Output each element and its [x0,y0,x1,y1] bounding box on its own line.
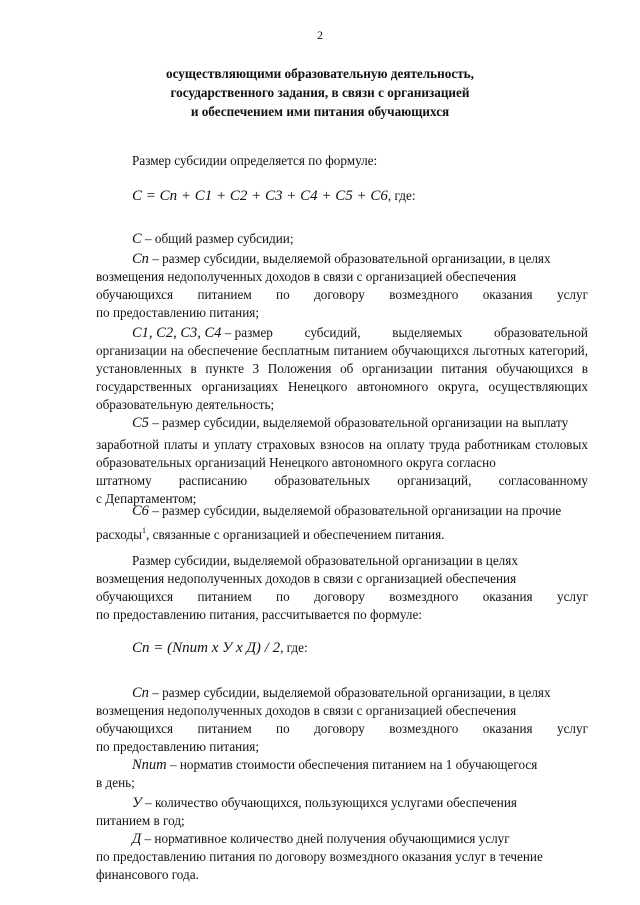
word: образовательной [494,325,588,340]
word: оказания [482,589,533,604]
definition-text: – размер субсидии, выделяемой образовательной организации на прочие [148,503,562,518]
word: оказания [482,721,533,736]
word: возмездного [389,589,459,604]
symbol: Сп [132,685,149,701]
word: обучающихся [96,589,174,604]
word: услуг [556,721,588,736]
symbol: С [132,231,142,247]
symbol: С1, С2, С3, С4 [132,325,222,341]
definition-text: организации на обеспечение бесплатным питанием обучающихся льготных категорий, установленных в пункте 3 Положения об организации питания обучающихся в государственных организациях Ненецкого автономного округа, осуществляющих образовательную деятельность; [96,343,588,412]
definition-text: – норматив стоимости обеспечения питанием на 1 обучающегося [166,757,538,772]
definition-text: питанием в год; [96,813,185,828]
justified-line [96,720,588,738]
paragraph-text: по предоставлению питания, рассчитывается по формуле: [96,607,422,622]
word: услуг [556,589,588,604]
symbol: С6 [132,503,149,519]
word: питанием [197,721,252,736]
definition-npit [96,756,588,792]
symbol: У [132,795,142,811]
definition-text: , связанные с организацией и обеспечением питания. [146,527,445,542]
definition-text: возмещения недополученных доходов в связи с организацией обеспечения [96,269,517,284]
word: субсидий, [304,325,361,340]
word: договору [314,721,365,736]
definition-c1-c4 [96,324,588,414]
formula-text: C = Cп + C1 + C2 + C3 + C4 + C5 + C6 [132,188,388,204]
definition-cn [96,250,588,322]
definition-text: – количество обучающихся, пользующихся услугами обеспечения [141,795,517,810]
word: услуг [556,287,588,302]
definition-text: по предоставлению питания; [96,305,260,320]
definition-cn-2 [96,684,588,756]
formula-intro: Размер субсидии определяется по формуле: [132,153,378,168]
word: по [276,287,290,302]
justified-line [96,286,588,304]
word: оказания [482,287,533,302]
definition-text: – общий размер субсидии; [141,231,294,246]
word: питанием [197,589,252,604]
definition-text: по предоставлению питания по договору возмездного оказания услуг в течение [96,849,543,864]
main-formula [132,188,415,205]
definition-text: расходы [96,527,143,542]
word: согласованному [498,473,588,488]
paragraph-formula-cn [96,552,588,624]
definition-text: с Департаментом; [96,491,197,506]
formula-suffix: , где: [280,640,308,655]
word: по [276,721,290,736]
word: возмездного [389,721,459,736]
word: образовательных [274,473,371,488]
definition-c [96,230,588,248]
word: возмездного [389,287,459,302]
definition-text: – нормативное количество дней получения обучающимися услуг [141,831,510,846]
formula-suffix: , где: [387,188,416,203]
formula-text: Сп = (Nпит х У х Д) / 2 [132,640,281,656]
word: – размер [224,325,273,340]
definition-c6 [96,502,588,544]
page-number: 2 [317,28,323,42]
paragraph-text: Размер субсидии, выделяемой образовательной организации в целях [132,553,518,568]
word: организаций, [397,473,472,488]
definition-text: – размер субсидии, выделяемой образовательной организации, в целях [148,251,551,266]
definition-text: – размер субсидии, выделяемой образовательной организации на выплату [148,415,569,430]
definition-u [96,794,588,830]
word: расписанию [178,473,248,488]
definition-text: в день; [96,775,135,790]
title-line: и обеспечением ими питания обучающихся [190,104,450,119]
symbol: С5 [132,415,149,431]
title-line: государственного задания, в связи с организацией [170,85,470,100]
justified-line [96,588,588,606]
justified-line [132,324,588,342]
cn-formula [132,640,308,657]
definition-text: – размер субсидии, выделяемой образовательной организации, в целях [148,685,551,700]
definition-text: заработной платы и уплату страховых взносов на оплату труда работникам столовых образовательных организаций Ненецкого автономного округа согласно [96,437,588,470]
symbol: Д [132,831,142,847]
definition-text: возмещения недополученных доходов в связи с организацией обеспечения [96,703,517,718]
symbol: Nпит [132,757,167,773]
paragraph-text: возмещения недополученных доходов в связи с организацией обеспечения [96,571,517,586]
definition-d [96,830,588,884]
word: обучающихся [96,721,174,736]
definition-text: финансового года. [96,867,199,882]
definition-text: по предоставлению питания; [96,739,260,754]
word: обучающихся [96,287,174,302]
word: питанием [197,287,252,302]
symbol: Сп [132,251,149,267]
word: договору [314,589,365,604]
word: по [276,589,290,604]
definition-c5 [96,414,588,508]
justified-line [96,472,588,490]
word: выделяемых [392,325,463,340]
title-line: осуществляющими образовательную деятельность, [166,66,474,81]
word: штатному [96,473,152,488]
footnote-marker: 1 [142,526,147,535]
word: договору [314,287,365,302]
document-title [90,64,550,121]
